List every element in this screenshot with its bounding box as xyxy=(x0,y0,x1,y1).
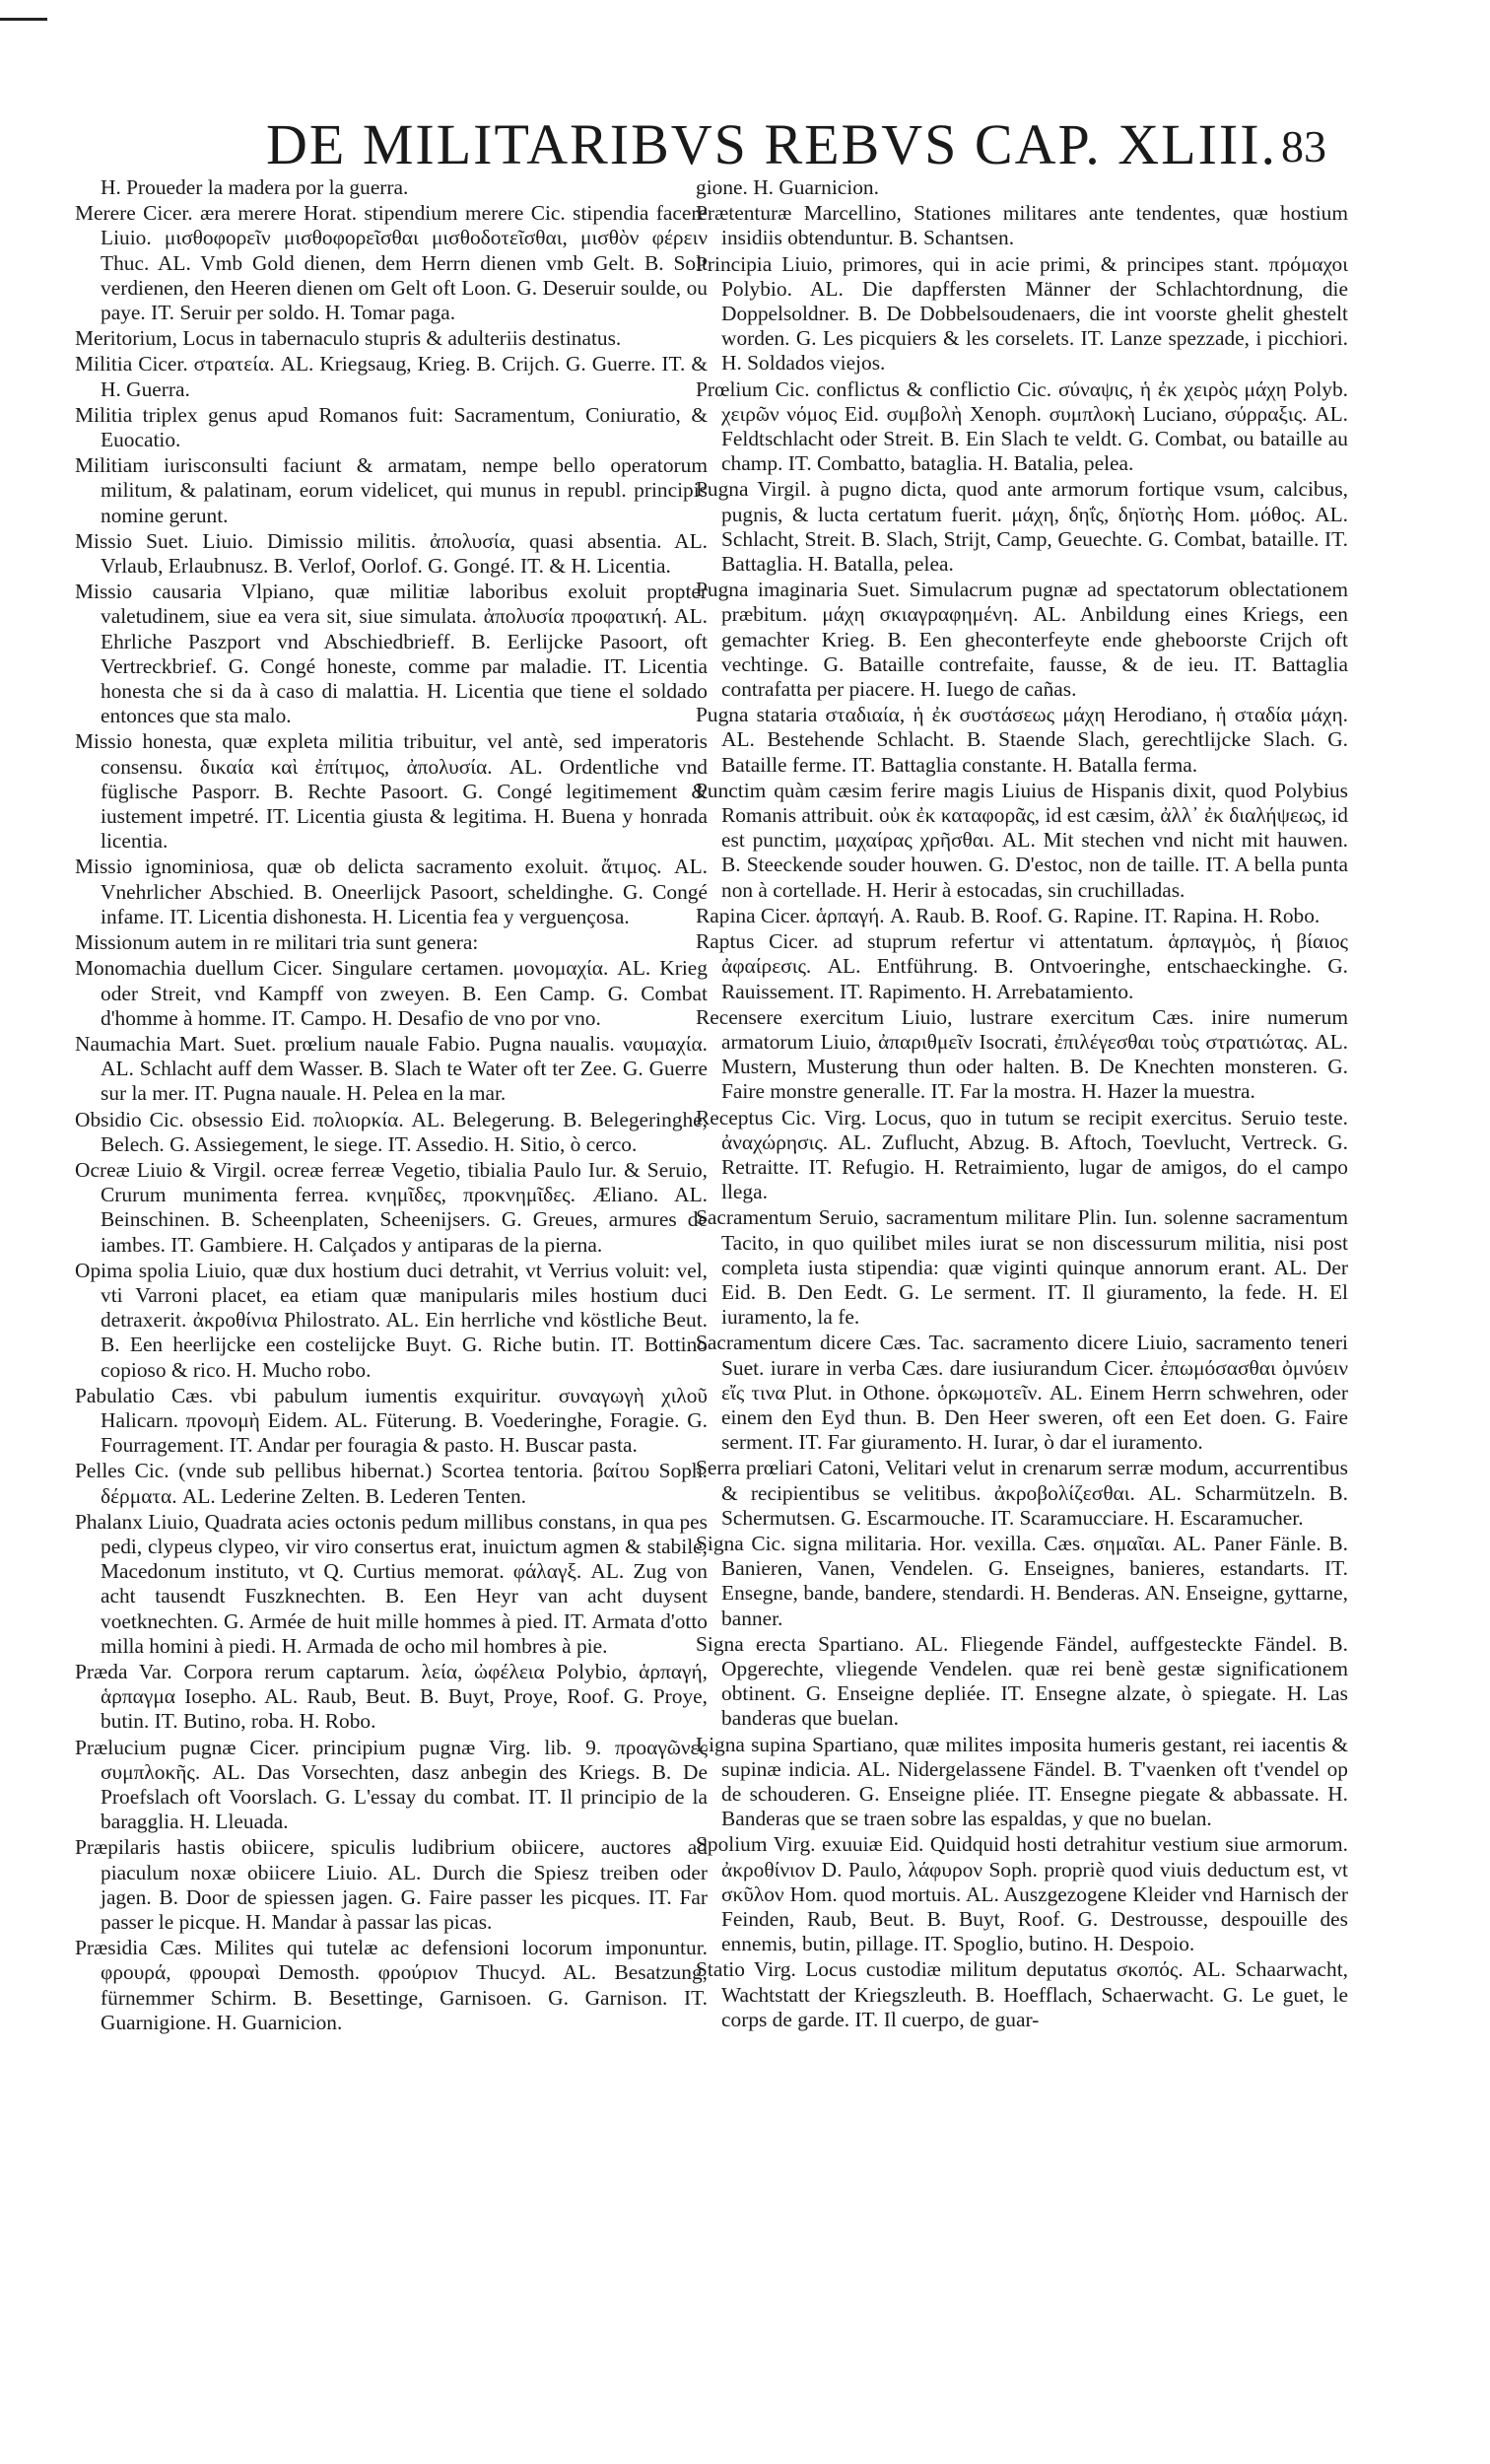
dictionary-entry: Receptus Cic. Virg. Locus, quo in tutum se recipit exercitus. Seruio teste. ἀναχώρησις. AL. Zuflucht, Abzug. B. Aftoch, Toevlucht, Vertreck. G. Retraitte. IT. Refugio. H. Retraimiento, lugar de amigos, do el campo llega. xyxy=(696,1105,1348,1204)
dictionary-entry: Pelles Cic. (vnde sub pellibus hibernat.) Scortea tentoria. βαίτου Soph. δέρματα. AL. Lederine Zelten. B. Lederen Tenten. xyxy=(75,1459,708,1508)
page-header: DE MILITARIBVS REBVS CAP. XLIII. xyxy=(266,112,1278,176)
dictionary-entry: Sacramentum dicere Cæs. Tac. sacramento dicere Liuio, sacramento teneri Suet. iurare in verba Cæs. dare iusiurandum Cicer. ἐπωμόσασθαι ὀμνύειν εἴς τινα Plut. in Othone. ὁρκωμοτεῖν. AL. Einem Herrn schwehren, oder einem den Eyd thun. B. Den Heer sweren, oft een Eet doen. G. Faire serment. IT. Far giuramento. H. Iurar, ò dar el iuramento. xyxy=(696,1331,1348,1455)
left-column xyxy=(75,175,708,2423)
dictionary-entry: Spolium Virg. exuuiæ Eid. Quidquid hosti detrahitur vestium siue armorum. ἀκροθίνιον D. Paulo, λάφυρον Soph. propriè quod viuis deductum est, vt σκῦλον Hom. quod mortuis. AL. Auszgezogene Kleider vnd Harnisch der Feinden, Raub, Beut. B. Buyt, Roof. G. Destrousse, despouille des ennemis, butin, pillage. IT. Spoglio, butino. H. Despoio. xyxy=(696,1832,1348,1956)
dictionary-entry: Præpilaris hastis obiicere, spiculis ludibrium obiicere, auctores ad piaculum noxæ obiicere Liuio. AL. Durch die Spiesz treiben oder jagen. B. Door de spiessen jagen. G. Faire passer les picques. IT. Far passer le picque. H. Mandar à passar las picas. xyxy=(75,1835,708,1935)
dictionary-entry: Missionum autem in re militari tria sunt genera: xyxy=(75,930,479,955)
dictionary-entry: Militia Cicer. στρατεία. AL. Kriegsaug, Krieg. B. Crijch. G. Guerre. IT. & H. Guerra. xyxy=(75,352,708,401)
dictionary-entry: Præsidia Cæs. Milites qui tutelæ ac defensioni locorum imponuntur. φρουρά, φρουραὶ Demosth. φρούριον Thucyd. AL. Besatzung, fürnemmer Schirm. B. Besettinge, Garnisoen. G. Garnison. IT. Guarnigione. H. Guarnicion. xyxy=(75,1936,708,2034)
dictionary-entry: Missio ignominiosa, quæ ob delicta sacramento exoluit. ἄτιμος. AL. Vnehrlicher Abschied. B. Oneerlijck Pasoort, scheldinghe. G. Congé infame. IT. Licentia dishonesta. H. Licentia fea y verguençosa. xyxy=(75,855,708,928)
dictionary-entry: Pugna stataria σταδιαία, ἡ ἐκ συστάσεως μάχη Herodiano, ἡ σταδία μάχη. AL. Bestehende Schlacht. B. Staende Slach, gerechtlijcke Slach. G. Bataille ferme. IT. Battaglia constante. H. Batalla ferma. xyxy=(696,703,1348,777)
dictionary-entry: Statio Virg. Locus custodiæ militum deputatus σκοπός. AL. Schaarwacht, Wachtstatt der Kriegszleuth. B. Hoefflach, Schaerwacht. G. Le guet, le corps de garde. IT. Il cuerpo, de guar- xyxy=(696,1957,1348,2031)
dictionary-entry: Phalanx Liuio, Quadrata acies octonis pedum millibus constans, in qua pes pedi, clypeus clypeo, vir viro consertus erat, inuictum agmen & stabile, Macedonum instituto, vt Q. Curtius memorat. φάλαγξ. AL. Zug von acht tausendt Fuszknechten. B. Een Heyr van acht duysent voetknechten. G. Armée de huit mille hommes à pied. IT. Armata d'otto milla homini à piedi. H. Armada de ocho mil hombres à pie. xyxy=(75,1509,708,1658)
dictionary-entry: Rapina Cicer. ἁρπαγή. A. Raub. B. Roof. G. Rapine. IT. Rapina. H. Robo. xyxy=(696,903,1321,927)
dictionary-entry: Principia Liuio, primores, qui in acie primi, & principes stant. πρόμαχοι Polybio. AL. Die dapffersten Männer der Schlachtordnung, die Doppelsoldner. B. De Dobbelsoudenaers, die int voorste ghelit ghestelt worden. G. Les picquiers & les corselets. IT. Lanze spezzade, i picchiori. H. Soldados viejos. xyxy=(696,251,1348,376)
dictionary-entry: Monomachia duellum Cicer. Singulare certamen. μονομαχία. AL. Krieg oder Streit, vnd Kampff von zweyen. B. Een Camp. G. Combat d'homme à homme. IT. Campo. H. Desafio de vno por vno. xyxy=(75,956,708,1030)
dictionary-entry: Militiam iurisconsulti faciunt & armatam, nempe bello operatorum militum, & palatinam, eorum videlicet, qui munus in republ. principis nomine gerunt. xyxy=(75,453,708,527)
dictionary-entry: H. Proueder la madera por la guerra. xyxy=(101,175,409,199)
dictionary-entry: Præda Var. Corpora rerum captarum. λεία, ὠφέλεια Polybio, ἁρπαγή, ἁρπαγμα Iosepho. AL. Raub, Beut. B. Buyt, Proye, Roof. G. Proye, butin. IT. Butino, roba. H. Robo. xyxy=(75,1659,708,1734)
dictionary-entry: Signa erecta Spartiano. AL. Fliegende Fändel, auffgesteckte Fändel. B. Opgerechte, vliegende Vendelen. quæ rei benè gestæ significationem obtinent. G. Enseigne depliée. IT. Ensegne alzate, ò spiegate. H. Las banderas que buelan. xyxy=(696,1631,1348,1731)
corner-mark xyxy=(0,18,47,21)
dictionary-entry: Pugna imaginaria Suet. Simulacrum pugnæ ad spectatorum oblectationem præbitum. μάχη σκιαγραφημένη. AL. Anbildung eines Kriegs, een gemachter Krieg. B. Een gheconterfeyte ende gheboorste Crijch oft vechtinge. G. Bataille contrefaite, fausse, & de ieu. IT. Battaglia contrafatta per piacere. H. Iuego de cañas. xyxy=(696,578,1348,702)
dictionary-entry: Punctim quàm cæsim ferire magis Liuius de Hispanis dixit, quod Polybius Romanis attribuit. οὐκ ἐκ καταφορᾶς, id est cæsim, ἀλλ᾽ ἐκ διαλήψεως, id est punctim, μαχαίρας χρῆσθαι. AL. Mit stechen vnd nicht mit hauwen. B. Steeckende souder houwen. G. D'estoc, non de taille. IT. A bella punta non à cortellade. H. Herir à estocadas, sin cruchilladas. xyxy=(696,778,1348,902)
dictionary-entry: Raptus Cicer. ad stuprum refertur vi attentatum. ἁρπαγμὸς, ἡ βίαιος ἀφαίρεσις. AL. Entführung. B. Ontvoeringhe, entschaeckinghe. G. Rauissement. IT. Rapimento. H. Arrebatamiento. xyxy=(696,929,1348,1003)
dictionary-entry: gione. H. Guarnicion. xyxy=(696,175,879,199)
dictionary-entry: Prætenturæ Marcellino, Stationes militares ante tendentes, quæ hostium insidiis obtenduntur. B. Schantsen. xyxy=(696,201,1348,250)
dictionary-entry: Naumachia Mart. Suet. prœlium nauale Fabio. Pugna naualis. ναυμαχία. AL. Schlacht auff dem Wasser. B. Slach te Water oft ter Zee. G. Guerre sur la mer. IT. Pugna nauale. H. Pelea en la mar. xyxy=(75,1031,708,1106)
dictionary-entry: Ocreæ Liuio & Virgil. ocreæ ferreæ Vegetio, tibialia Paulo Iur. & Seruio, Crurum munimenta ferrea. κνημῖδες, προκνημῖδες. Æliano. AL. Beinschinen. B. Scheenplaten, Scheenijsers. G. Greues, armures de iambes. IT. Gambiere. H. Calçados y antiparas de la pierna. xyxy=(75,1157,708,1257)
dictionary-entry: Missio honesta, quæ expleta militia tribuitur, vel antè, sed imperatoris consensu. δικαία καὶ ἐπίτιμος, ἀπολυσία. AL. Ordentliche vnd füglische Pasporr. B. Rechte Pasoort. G. Congé legitimement & iustement impetré. IT. Licentia giusta & legitima. H. Buena y honrada licentia. xyxy=(75,729,708,854)
dictionary-entry: Missio causaria Vlpiano, quæ militiæ laboribus exoluit propter valetudinem, siue ea vera sit, siue simulata. ἀπολυσία προφατική. AL. Ehrliche Paszport vnd Abschiedbrieff. B. Eerlijcke Pasoort, oft Vertreckbrief. G. Congé honeste, comme par maladie. IT. Licentia honesta che si da à caso di malattia. H. Licentia que tiene el soldado entonces que sta malo. xyxy=(75,580,708,728)
dictionary-entry: Recensere exercitum Liuio, lustrare exercitum Cæs. inire numerum armatorum Liuio, ἀπαριθμεῖν Isocrati, ἐπιλέγεσθαι τοὺς στρατιώτας. AL. Mustern, Musterung thun oder halten. B. De Knechten monsteren. G. Faire monstre generalle. IT. Far la mostra. H. Hazer la muestra. xyxy=(696,1004,1348,1104)
dictionary-entry: Meritorium, Locus in tabernaculo stupris & adulteriis destinatus. xyxy=(75,326,622,351)
dictionary-entry: Ligna supina Spartiano, quæ milites imposita humeris gestant, rei iacentis & supinæ indicia. AL. Nidergelassene Fändel. B. T'vaenken oft t'vendel op de schouderen. G. Enseigne pliée. IT. Ensegne piegate & abbassate. H. Banderas que se traen sobre las espaldas, y que no buelan. xyxy=(696,1732,1348,1831)
dictionary-entry: Pugna Virgil. à pugno dicta, quod ante armorum fortique vsum, calcibus, pugnis, & lucta certatum fuerit. μάχη, δηΐς, δηϊοτὴς Hom. μόθος. AL. Schlacht, Streit. B. Slach, Strijt, Camp, Geuechte. G. Combat, bataille. IT. Battaglia. H. Batalla, pelea. xyxy=(696,477,1348,577)
right-column xyxy=(696,175,1348,2423)
dictionary-entry: Serra prœliari Catoni, Velitari velut in crenarum serræ modum, accurrentibus & recipientibus se velitibus. ἀκροβολίζεσθαι. AL. Scharmützeln. B. Schermutsen. G. Escarmouche. IT. Scaramucciare. H. Escaramucher. xyxy=(696,1456,1348,1530)
dictionary-entry: Prælucium pugnæ Cicer. principium pugnæ Virg. lib. 9. προαγῶνες συμπλοκῆς. AL. Das Vorsechten, dasz anbegin des Kriegs. B. De Proefslach oft Voorslach. G. L'essay du combat. IT. Il principio de la baragglia. H. Lleuada. xyxy=(75,1735,708,1834)
dictionary-entry: Opima spolia Liuio, quæ dux hostium duci detrahit, vt Verrius voluit: vel, vti Varroni placet, ea etiam quæ manipularis miles hostium duci detraxerit. ἀκροθίνια Philostrato. AL. Ein herrliche vnd köstliche Beut. B. Een heerlijcke een costelijcke Buyt. G. Riche butin. IT. Bottino copioso & rico. H. Mucho robo. xyxy=(75,1258,708,1382)
dictionary-entry: Merere Cicer. æra merere Horat. stipendium merere Cic. stipendia facere Liuio. μισθοφορεῖν μισθοφορεῖσθαι μισθοδοτεῖσθαι, μισθὸν φέρειν Thuc. AL. Vmb Gold dienen, dem Herrn dienen vmb Gelt. B. Solt verdienen, den Heeren dienen om Gelt oft Loon. G. Deseruir soulde, ou paye. IT. Seruir per soldo. H. Tomar paga. xyxy=(75,201,708,325)
dictionary-entry: Missio Suet. Liuio. Dimissio militis. ἀπολυσία, quasi absentia. AL. Vrlaub, Erlaubnusz. B. Verlof, Oorlof. G. Gongé. IT. & H. Licentia. xyxy=(75,528,708,579)
dictionary-entry: Pabulatio Cæs. vbi pabulum iumentis exquiritur. συναγωγὴ χιλοῦ Halicarn. προνομὴ Eidem. AL. Füterung. B. Voederinghe, Foragie. G. Fourragement. IT. Andar per fouragia & pasto. H. Buscar pasta. xyxy=(75,1383,708,1458)
dictionary-entry: Sacramentum Seruio, sacramentum militare Plin. Iun. solenne sacramentum Tacito, in quo quilibet miles iurat se non discessurum militia, nisi post completa iusta stipendia: quæ viginti quinque annorum erant. AL. Der Eid. B. Den Eedt. G. Le serment. IT. Il giuramento, la fede. H. El iuramento, la fe. xyxy=(696,1205,1348,1330)
page-number: 83 xyxy=(1281,121,1326,171)
dictionary-entry: Militia triplex genus apud Romanos fuit: Sacramentum, Coniuratio, & Euocatio. xyxy=(75,402,708,452)
dictionary-entry: Signa Cic. signa militaria. Hor. vexilla. Cæs. σημαῖαι. AL. Paner Fänle. B. Banieren, Vanen, Vendelen. G. Enseignes, banieres, estandarts. IT. Ensegne, bande, bandere, stendardi. H. Benderas. AN. Enseigne, gyttarne, banner. xyxy=(696,1531,1348,1630)
dictionary-entry: Obsidio Cic. obsessio Eid. πολιορκία. AL. Belegerung. B. Belegeringhe, Belech. G. Assiegement, le siege. IT. Assedio. H. Sitio, ò cerco. xyxy=(75,1107,708,1156)
dictionary-entry: Prœlium Cic. conflictus & conflictio Cic. σύναψις, ἡ ἐκ χειρὸς μάχη Polyb. χειρῶν νόμος Eid. συμβολὴ Xenoph. συμπλοκὴ Luciano, σύρραξις. AL. Feldtschlacht oder Streit. B. Ein Slach te veldt. G. Combat, ou bataille au champ. IT. Combatto, bataglia. H. Batalia, pelea. xyxy=(696,376,1348,476)
